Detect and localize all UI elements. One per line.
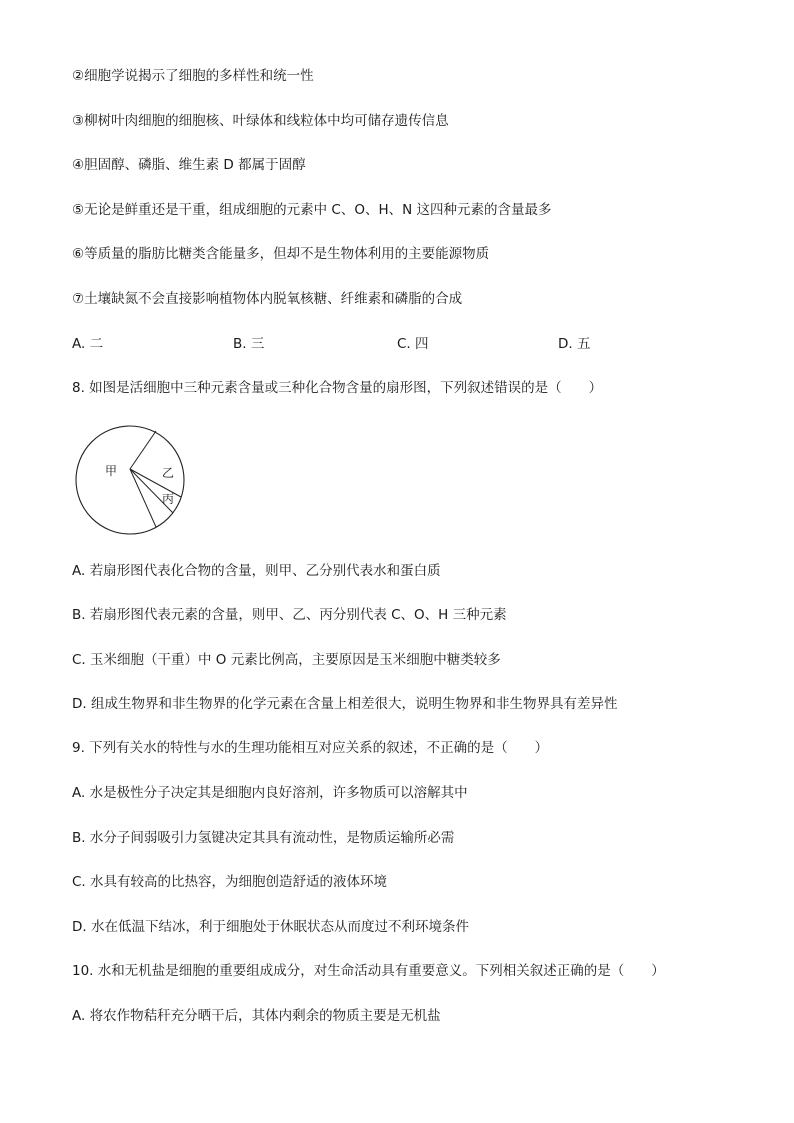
q9-stem: 9. 下列有关水的特性与水的生理功能相互对应关系的叙述，不正确的是（ ） xyxy=(72,740,549,756)
q7-option-a: A. 二 xyxy=(72,336,104,352)
statement-3: ③柳树叶肉细胞的细胞核、叶绿体和线粒体中均可储存遗传信息 xyxy=(72,113,449,129)
q7-option-c: C. 四 xyxy=(397,336,429,352)
statement-6: ⑥等质量的脂肪比糖类含能量多，但却不是生物体利用的主要能源物质 xyxy=(72,246,490,262)
q7-option-d: D. 五 xyxy=(558,336,591,352)
q9-option-d: D. 水在低温下结冰，利于细胞处于休眠状态从而度过不利环境条件 xyxy=(72,919,469,935)
q10-stem: 10. 水和无机盐是细胞的重要组成成分，对生命活动具有重要意义。下列相关叙述正确的是（ ） xyxy=(72,963,665,979)
pie-label-bing: 丙 xyxy=(162,492,175,506)
pie-divider-1 xyxy=(130,431,156,469)
q10-option-a: A. 将农作物秸秆充分晒干后，其体内剩余的物质主要是无机盐 xyxy=(72,1008,441,1024)
q8-option-d: D. 组成生物界和非生物界的化学元素在含量上相差很大，说明生物界和非生物界具有差异性 xyxy=(72,696,618,712)
pie-label-yi: 乙 xyxy=(162,466,175,480)
pie-circle xyxy=(76,426,184,534)
statement-2: ②细胞学说揭示了细胞的多样性和统一性 xyxy=(72,68,314,84)
q8-option-a: A. 若扇形图代表化合物的含量，则甲、乙分别代表水和蛋白质 xyxy=(72,563,441,579)
q9-option-a: A. 水是极性分子决定其是细胞内良好溶剂，许多物质可以溶解其中 xyxy=(72,785,468,801)
pie-divider-4 xyxy=(130,469,156,527)
q8-option-c: C. 玉米细胞（干重）中 O 元素比例高，主要原因是玉米细胞中糖类较多 xyxy=(72,652,501,668)
statement-4: ④胆固醇、磷脂、维生素 D 都属于固醇 xyxy=(72,157,306,173)
q8-stem: 8. 如图是活细胞中三种元素含量或三种化合物含量的扇形图，下列叙述错误的是（ ） xyxy=(72,380,603,396)
q9-option-b: B. 水分子间弱吸引力氢键决定其具有流动性，是物质运输所必需 xyxy=(72,830,455,846)
pie-figure xyxy=(74,424,186,536)
statement-5: ⑤无论是鲜重还是干重，组成细胞的元素中 C、O、H、N 这四种元素的含量最多 xyxy=(72,202,552,218)
q8-option-b: B. 若扇形图代表元素的含量，则甲、乙、丙分别代表 C、O、H 三种元素 xyxy=(72,607,507,623)
q9-option-c: C. 水具有较高的比热容，为细胞创造舒适的液体环境 xyxy=(72,874,388,890)
pie-label-jia: 甲 xyxy=(105,464,118,478)
q7-option-b: B. 三 xyxy=(233,336,265,352)
statement-7: ⑦土壤缺氮不会直接影响植物体内脱氧核糖、纤维素和磷脂的合成 xyxy=(72,291,463,307)
